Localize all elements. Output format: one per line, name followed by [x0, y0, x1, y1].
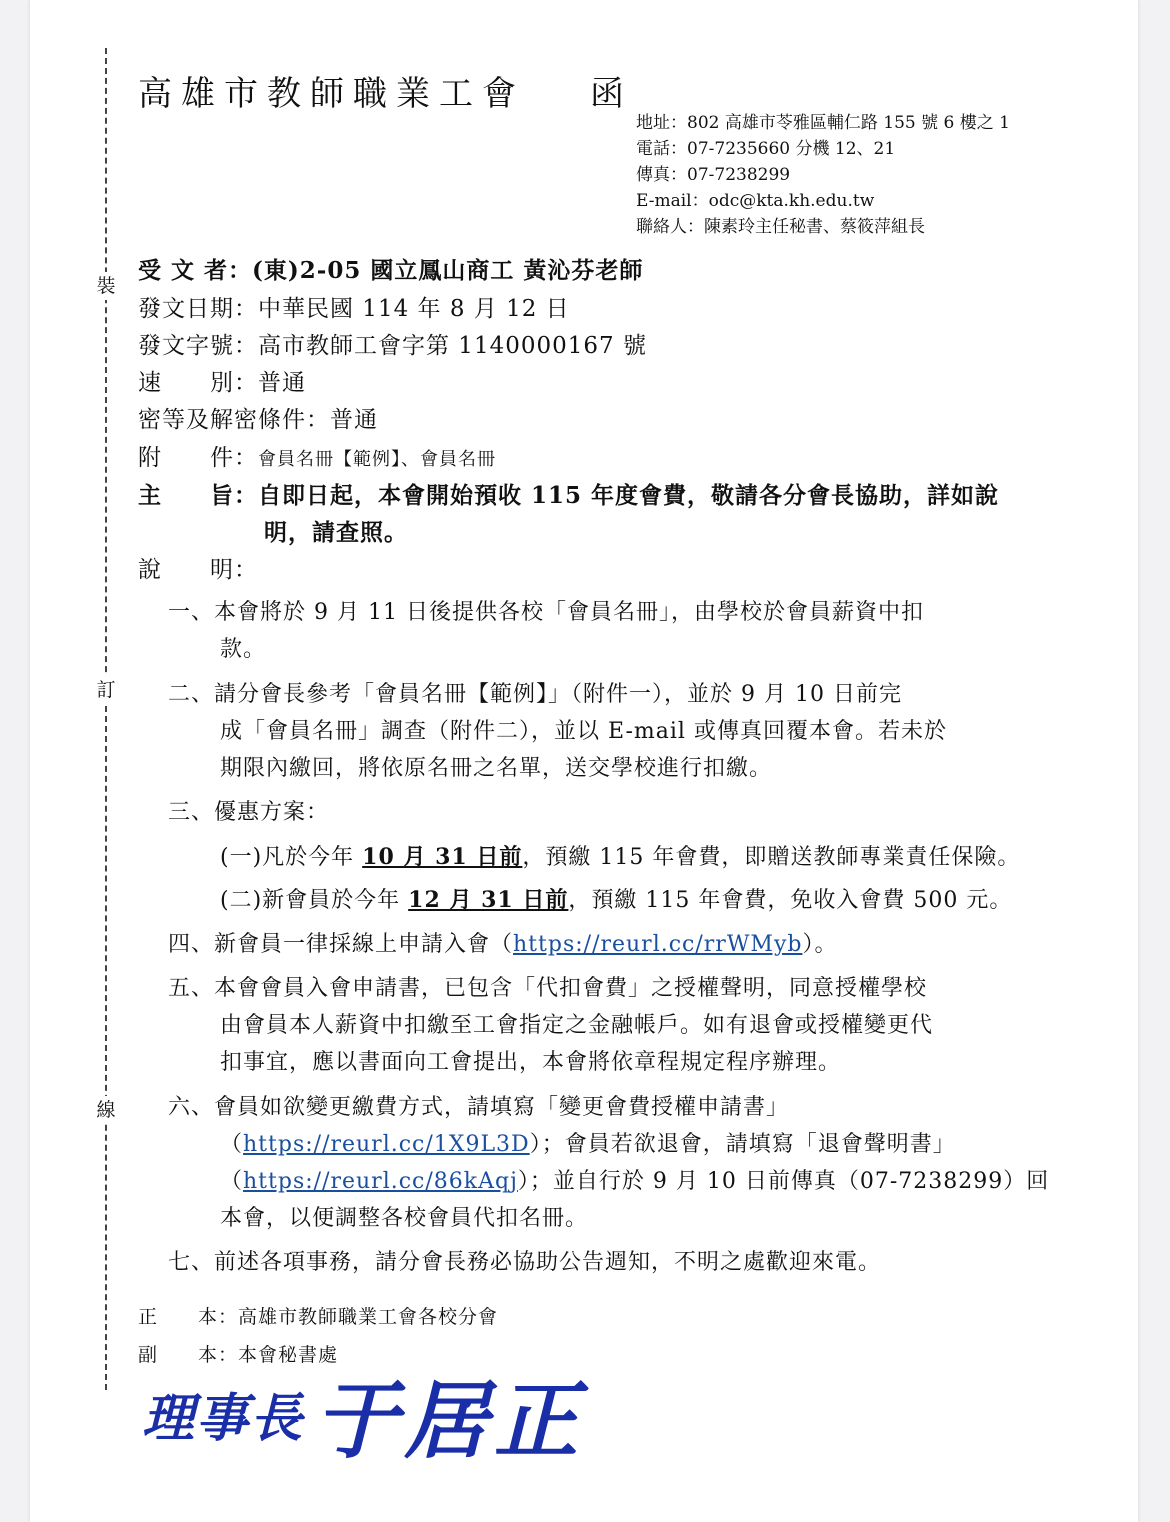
- speed: 速 別：普通: [138, 370, 306, 396]
- subject-label: 主 旨：: [138, 482, 258, 509]
- item-2-line-1: 二、請分會長參考「會員名冊【範例】」（附件一），並於 9 月 10 日前完: [168, 682, 902, 707]
- item-4: [168, 927, 837, 958]
- item-6-line-1: 六、會員如欲變更繳費方式，請填寫「變更會費授權申請書」: [168, 1095, 790, 1120]
- explanation-label: 說 明：: [138, 557, 258, 583]
- item-7: 七、前述各項事務，請分會長務必協助公告週知，不明之處歡迎來電。: [168, 1250, 882, 1275]
- binding-mark-zhuang: 裝: [92, 272, 120, 300]
- item-6-line-2-pre: （: [220, 1132, 244, 1157]
- contact-person: 聯絡人：陳素玲主任秘書、蔡筱萍組長: [636, 217, 925, 237]
- attachment-value: 會員名冊【範例】、會員名冊: [258, 449, 496, 470]
- join-link[interactable]: https://reurl.cc/rrWMyb: [513, 932, 803, 957]
- item-2-line-2: 成「會員名冊」調查（附件二），並以 E-mail 或傳真回覆本會。若未於: [220, 719, 947, 744]
- document-page: [30, 0, 1138, 1522]
- distribution-copy: 副 本：本會秘書處: [138, 1344, 339, 1366]
- item-6-line-4: 本會，以便調整各校會員代扣名冊。: [220, 1206, 589, 1231]
- issue-date: 發文日期：中華民國 114 年 8 月 12 日: [138, 296, 570, 322]
- item-3-b-pre: (二)新會員於今年: [220, 888, 409, 913]
- item-5-line-3: 扣事宜，應以書面向工會提出，本會將依章程規定程序辦理。: [220, 1050, 842, 1075]
- subject-line-2: 明，請查照。: [264, 519, 408, 546]
- item-3-line-1: 三、優惠方案：: [168, 800, 330, 825]
- item-5-line-2: 由會員本人薪資中扣繳至工會指定之金融帳戶。如有退會或授權變更代: [220, 1013, 934, 1038]
- item-3-b: [220, 883, 1012, 914]
- subject-line-1: 自即日起，本會開始預收 115 年度會費，敬請各分會長協助，詳如說: [258, 482, 1000, 509]
- address: 地址：802 高雄市苓雅區輔仁路 155 號 6 樓之 1: [636, 113, 1010, 133]
- item-5-line-1: 五、本會會員入會申請書，已包含「代扣會費」之授權聲明，同意授權學校: [168, 976, 928, 1001]
- contact-block: [636, 110, 1010, 240]
- item-6-line-2: [220, 1127, 956, 1158]
- item-3-a-post: ，預繳 115 年會費，即贈送教師專業責任保險。: [522, 845, 1021, 870]
- item-2-line-3: 期限內繳回，將依原名冊之名單，送交學校進行扣繳。: [220, 756, 773, 781]
- email: E-mail：odc@kta.kh.edu.tw: [636, 191, 875, 211]
- doc-type: 函: [590, 74, 624, 114]
- signature-name: 于居正: [314, 1371, 585, 1470]
- item-6-line-3-pre: （: [220, 1169, 244, 1194]
- fax: 傳真：07-7238299: [636, 165, 791, 185]
- binding-mark-ding: 訂: [92, 676, 120, 704]
- item-1-line-2: 款。: [220, 637, 267, 662]
- security-level: 密等及解密條件：普通: [138, 407, 378, 433]
- phone: 電話：07-7235660 分機 12、21: [636, 139, 896, 159]
- attachment-label: 附 件：: [138, 445, 258, 471]
- item-3-b-post: ，預繳 115 年會費，免收入會費 500 元。: [568, 888, 1013, 913]
- item-3-a: [220, 840, 1020, 871]
- item-4-pre: 四、新會員一律採線上申請入會（: [168, 932, 514, 957]
- binding-mark-xian: 線: [92, 1096, 120, 1124]
- doc-number: 發文字號：高市教師工會字第 1140000167 號: [138, 333, 647, 359]
- item-6-line-3: [220, 1164, 1049, 1195]
- withdraw-link[interactable]: https://reurl.cc/86kAqj: [243, 1169, 518, 1194]
- signature-title: 理事長: [142, 1388, 305, 1449]
- item-3-b-deadline: 12 月 31 日前: [408, 887, 569, 913]
- item-1-line-1: 一、本會將於 9 月 11 日後提供各校「會員名冊」，由學校於會員薪資中扣: [168, 600, 924, 625]
- signature-stamp: [138, 1364, 608, 1474]
- org-title: 高雄市教師職業工會: [138, 74, 525, 114]
- binding-dashed-line: [105, 48, 107, 1390]
- attachment: [138, 439, 496, 472]
- item-3-a-deadline: 10 月 31 日前: [362, 844, 523, 870]
- item-6-line-2-post: ）；會員若欲退會，請填寫「退會聲明書」: [529, 1132, 956, 1157]
- distribution-main: 正 本：高雄市教師職業工會各校分會: [138, 1306, 499, 1328]
- item-4-post: ）。: [802, 932, 838, 957]
- item-3-a-pre: (一)凡於今年: [220, 845, 363, 870]
- item-6-line-3-post: ）；並自行於 9 月 10 日前傳真（07-7238299）回: [517, 1169, 1050, 1194]
- recipient: 受 文 者：(東)2-05 國立鳳山商工 黃沁芬老師: [138, 257, 644, 284]
- subject: [138, 477, 999, 510]
- change-fee-link[interactable]: https://reurl.cc/1X9L3D: [243, 1132, 530, 1157]
